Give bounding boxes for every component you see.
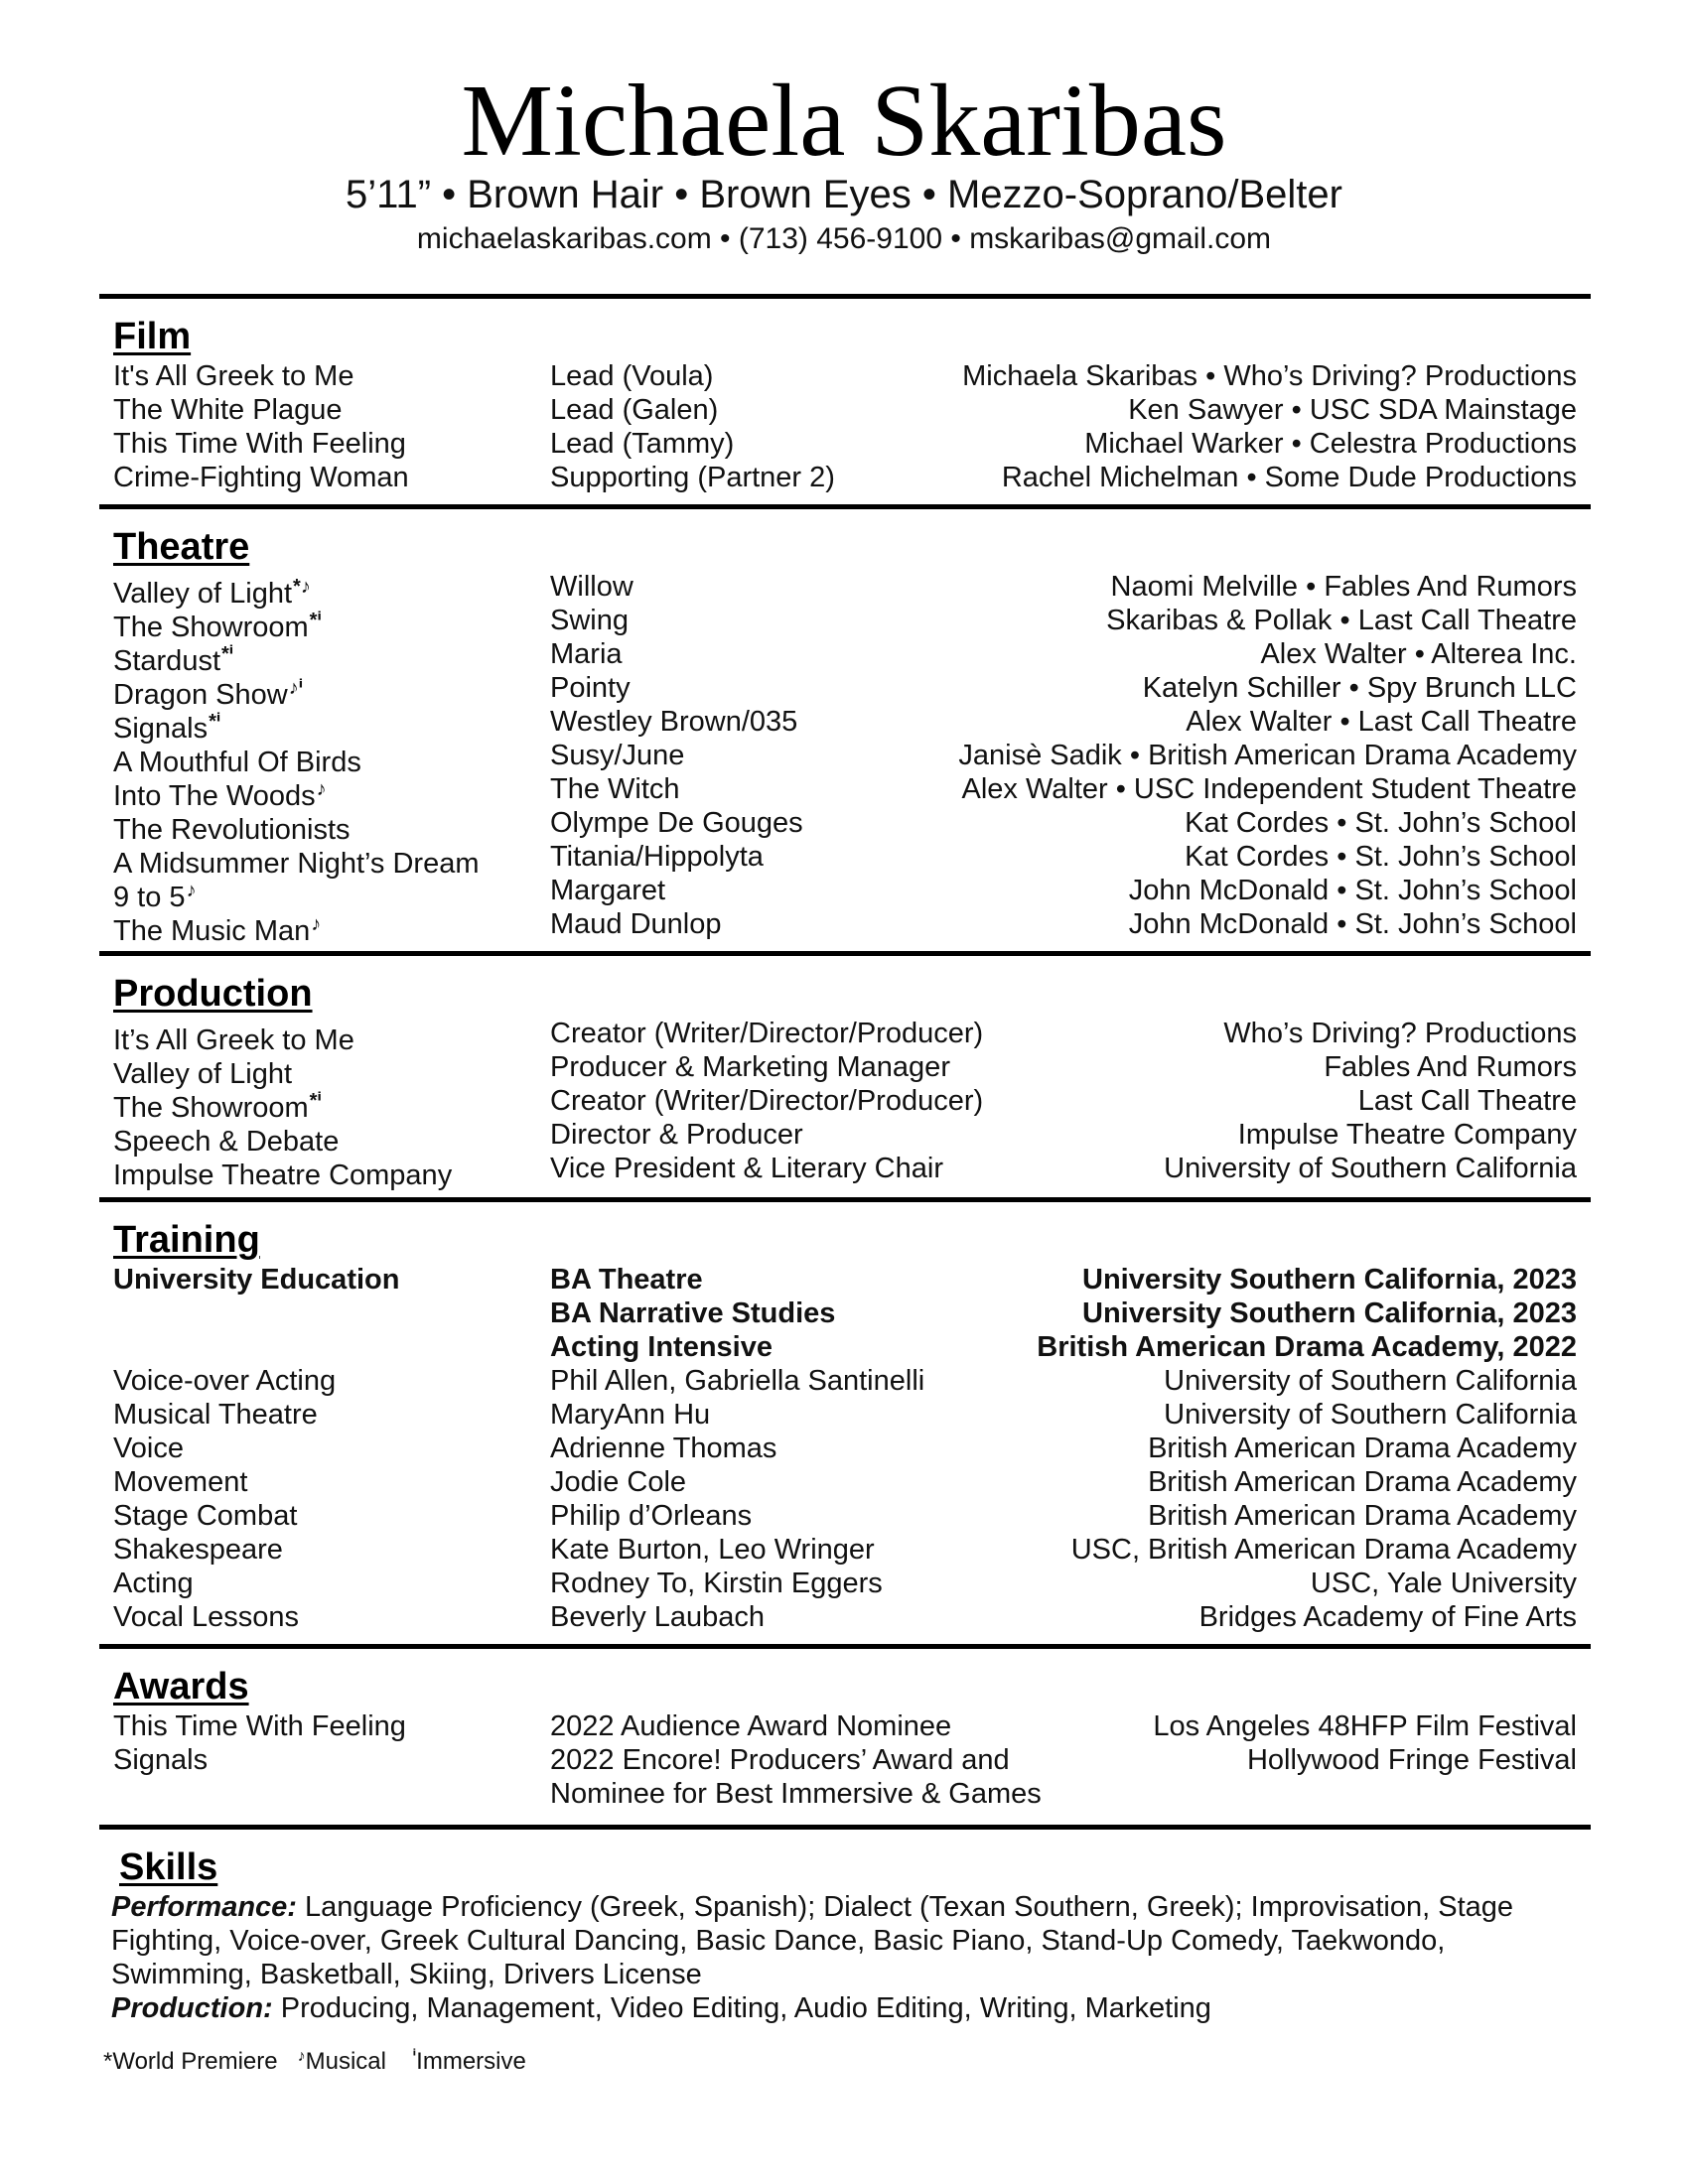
award-row — [113, 1709, 1577, 1743]
discipline: Vocal Lessons — [113, 1601, 300, 1633]
credit-row — [113, 1118, 1577, 1158]
divider — [99, 1825, 1591, 1830]
role: Creator (Writer/Director/Producer) — [550, 1085, 984, 1117]
institution: British American Drama Academy — [1148, 1466, 1577, 1498]
legend-marks: *ⁱ — [309, 1090, 322, 1112]
award: 2022 Audience Award Nominee — [550, 1710, 952, 1742]
work-title: Valley of Light*♪ — [113, 576, 311, 610]
degree: BA Narrative Studies — [550, 1297, 836, 1329]
credit: Kat Cordes • St. John’s School — [1185, 807, 1577, 839]
theatre-section — [113, 526, 1577, 947]
work-title: The Showroom$^{*^i}$ — [113, 1090, 322, 1124]
musical-note-icon: ♪ — [297, 2048, 306, 2065]
performance-skills: Performance: Language Proficiency (Greek, Spanish); Dialect (Texan Southern, Greek); Improvisation, Stage Fighting, Voice-over, Greek Cultural Dancing, Basic Dance, Basic Piano, Stand-Up Comedy, Taekwondo, Swimming, Basketball, Skiing, Drivers License — [111, 1891, 1514, 1990]
discipline: Movement — [113, 1466, 248, 1498]
skills-label: Performance: — [111, 1891, 297, 1923]
discipline: Shakespeare — [113, 1534, 283, 1566]
credit-row — [113, 806, 1577, 846]
institution: USC, British American Drama Academy — [1070, 1534, 1577, 1566]
immersive-mark: ⁱ — [412, 2048, 417, 2065]
work-title: It's All Greek to Me — [113, 360, 354, 392]
role: Pointy — [550, 672, 631, 704]
credit: Katelyn Schiller • Spy Brunch LLC — [1142, 672, 1577, 704]
credit: University of Southern California — [1164, 1153, 1577, 1184]
instructor: Phil Allen, Gabriella Santinelli — [550, 1365, 925, 1397]
discipline: Acting — [113, 1568, 194, 1599]
divider — [99, 1197, 1591, 1202]
legend-marks: ♪ — [186, 880, 197, 901]
work-title: Into The Woods♪ — [113, 778, 327, 812]
divider — [99, 504, 1591, 509]
institution: University Southern California, 2023 — [1082, 1297, 1577, 1329]
role: Titania/Hippolyta — [550, 841, 764, 873]
credit: Alex Walter • USC Independent Student Theatre — [961, 773, 1577, 805]
legend-marks: ♪ — [316, 778, 327, 800]
credit: Naomi Melville • Fables And Rumors — [1110, 571, 1577, 603]
section-title: Training — [113, 1219, 260, 1261]
institution: University Southern California, 2023 — [1082, 1264, 1577, 1296]
divider — [99, 294, 1591, 299]
instructor: Rodney To, Kirstin Eggers — [550, 1568, 883, 1599]
institution: British American Drama Academy — [1148, 1433, 1577, 1464]
premiere-label: World Premiere — [112, 2048, 278, 2075]
credit-row — [113, 1017, 1577, 1056]
discipline: Musical Theatre — [113, 1399, 318, 1431]
education-row — [113, 1330, 1577, 1364]
role: Producer & Marketing Manager — [550, 1051, 950, 1083]
work-title: The White Plague — [113, 394, 343, 426]
immersive-label: Immersive — [416, 2048, 526, 2075]
training-row — [113, 1398, 1577, 1432]
credit: Fables And Rumors — [1324, 1051, 1577, 1083]
work-title: Signals$^{*^i}$ — [113, 711, 221, 745]
work-title: A Midsummer Night’s Dream — [113, 848, 480, 880]
credit-row — [113, 739, 1577, 778]
degree: Acting Intensive — [550, 1331, 773, 1363]
credit: Alex Walter • Alterea Inc. — [1260, 638, 1577, 670]
work-title: This Time With Feeling — [113, 428, 406, 460]
role: The Witch — [550, 773, 680, 805]
section-title: Theatre — [113, 526, 250, 568]
credit-row — [113, 671, 1577, 711]
instructor: Adrienne Thomas — [550, 1433, 777, 1464]
role: Lead (Tammy) — [550, 428, 735, 460]
credit-row — [113, 1152, 1577, 1191]
divider — [99, 951, 1591, 956]
work-title: Crime-Fighting Woman — [113, 462, 409, 493]
work-title: The Music Man♪ — [113, 913, 322, 947]
discipline: Stage Combat — [113, 1500, 298, 1532]
education-row — [113, 1263, 1577, 1297]
credit-row — [113, 393, 1577, 427]
skills-label: Production: — [111, 1992, 273, 2024]
training-row — [113, 1533, 1577, 1567]
work-title: Speech & Debate — [113, 1126, 340, 1158]
section-title: Film — [113, 316, 192, 357]
credit-row — [113, 427, 1577, 461]
instructor: Jodie Cole — [550, 1466, 687, 1498]
credit: Impulse Theatre Company — [1237, 1119, 1577, 1151]
work-title: The Showroom$^{*^i}$ — [113, 610, 322, 643]
credit-row — [113, 705, 1577, 745]
training-row — [113, 1465, 1577, 1499]
institution: Bridges Academy of Fine Arts — [1198, 1601, 1577, 1633]
work-title: Dragon Show$^{♪^i}$ — [113, 677, 304, 711]
credit: Last Call Theatre — [1357, 1085, 1577, 1117]
legend-marks: ♪ⁱ — [288, 677, 304, 699]
credit-row — [113, 461, 1577, 494]
role: Director & Producer — [550, 1119, 803, 1151]
training-section — [113, 1221, 1577, 1634]
instructor: Kate Burton, Leo Wringer — [550, 1534, 875, 1566]
role: Maria — [550, 638, 623, 670]
credit-row — [113, 637, 1577, 677]
credit: John McDonald • St. John’s School — [1128, 908, 1577, 940]
institution: British American Drama Academy, 2022 — [1037, 1331, 1577, 1363]
credit-row — [113, 907, 1577, 947]
production-section — [113, 973, 1577, 1191]
training-row — [113, 1499, 1577, 1533]
training-row — [113, 1432, 1577, 1465]
work-title: It’s All Greek to Me — [113, 1024, 354, 1056]
legend-marks: *ⁱ — [209, 711, 221, 733]
instructor: Philip d’Orleans — [550, 1500, 753, 1532]
work-title: Impulse Theatre Company — [113, 1160, 453, 1191]
legend-marks: *ⁱ — [221, 643, 234, 665]
role: Margaret — [550, 875, 666, 906]
institution: USC, Yale University — [1310, 1568, 1577, 1599]
credit-row — [113, 604, 1577, 643]
credit-row — [113, 874, 1577, 913]
award-row — [113, 1777, 1577, 1811]
work-title: Signals — [113, 1744, 209, 1776]
film-section — [113, 318, 1577, 494]
credit: Michael Warker • Celestra Productions — [1084, 428, 1577, 460]
work-title: A Mouthful Of Birds — [113, 747, 361, 778]
legend — [103, 2042, 526, 2077]
role: Maud Dunlop — [550, 908, 722, 940]
role: Lead (Galen) — [550, 394, 719, 426]
credit: Skaribas & Pollak • Last Call Theatre — [1106, 605, 1577, 636]
award-row — [113, 1743, 1577, 1777]
musical-label: Musical — [305, 2048, 386, 2075]
credit: Janisè Sadik • British American Drama Academy — [958, 740, 1577, 771]
institution: University of Southern California — [1164, 1365, 1577, 1397]
contact-line: michaelaskaribas.com • (713) 456-9100 • mskaribas@gmail.com — [416, 222, 1272, 255]
role: Willow — [550, 571, 633, 603]
credit-row — [113, 1084, 1577, 1124]
credit-row — [113, 359, 1577, 393]
institution: British American Drama Academy — [1148, 1500, 1577, 1532]
credit: Who’s Driving? Productions — [1223, 1018, 1577, 1049]
role: Vice President & Literary Chair — [550, 1153, 943, 1184]
festival: Los Angeles 48HFP Film Festival — [1153, 1710, 1577, 1742]
discipline: Voice — [113, 1433, 184, 1464]
role: Susy/June — [550, 740, 685, 771]
discipline: Voice-over Acting — [113, 1365, 337, 1397]
divider — [99, 1644, 1591, 1649]
training-row — [113, 1567, 1577, 1600]
training-row — [113, 1364, 1577, 1398]
festival: Hollywood Fringe Festival — [1246, 1744, 1577, 1776]
legend-marks: ♪ — [311, 913, 322, 935]
work-title: Stardust$^{*^i}$ — [113, 643, 234, 677]
credit-row — [113, 772, 1577, 812]
credit: Kat Cordes • St. John’s School — [1185, 841, 1577, 873]
credit-row — [113, 1050, 1577, 1090]
section-title: Skills — [119, 1846, 218, 1888]
legend-marks: *ⁱ — [309, 610, 322, 631]
credit: Rachel Michelman • Some Dude Productions — [1001, 462, 1577, 493]
work-title: 9 to 5♪ — [113, 880, 197, 913]
training-row — [113, 1600, 1577, 1634]
instructor: Beverly Laubach — [550, 1601, 766, 1633]
role: Olympe De Gouges — [550, 807, 803, 839]
role: Creator (Writer/Director/Producer) — [550, 1018, 984, 1049]
credit-row — [113, 570, 1577, 610]
role: Lead (Voula) — [550, 360, 714, 392]
role: Supporting (Partner 2) — [550, 462, 835, 493]
credit: Ken Sawyer • USC SDA Mainstage — [1128, 394, 1577, 426]
education-row — [113, 1297, 1577, 1330]
skills-section — [119, 1848, 1583, 1890]
skills-text — [111, 1890, 1575, 2025]
premiere-mark: * — [103, 2048, 113, 2075]
work-title: This Time With Feeling — [113, 1710, 406, 1742]
legend-marks: *♪ — [293, 576, 311, 598]
role: Swing — [550, 605, 629, 636]
credit-row — [113, 840, 1577, 880]
section-title: Production — [113, 973, 313, 1015]
role: Westley Brown/035 — [550, 706, 798, 738]
award: Nominee for Best Immersive & Games — [550, 1778, 1042, 1810]
physical-stats: 5’11” • Brown Hair • Brown Eyes • Mezzo-Soprano/Belter — [346, 173, 1342, 216]
work-title: Valley of Light — [113, 1058, 293, 1090]
instructor: MaryAnn Hu — [550, 1399, 711, 1431]
resume-name: Michaela Skaribas — [461, 64, 1227, 178]
credit: Michaela Skaribas • Who’s Driving? Productions — [962, 360, 1577, 392]
section-title: Awards — [113, 1666, 249, 1707]
education-label: University Education — [113, 1264, 400, 1296]
award: 2022 Encore! Producers’ Award and — [550, 1744, 1010, 1776]
awards-section — [113, 1668, 1577, 1811]
credit: Alex Walter • Last Call Theatre — [1186, 706, 1577, 738]
credit: John McDonald • St. John’s School — [1128, 875, 1577, 906]
work-title: The Revolutionists — [113, 814, 351, 846]
degree: BA Theatre — [550, 1264, 703, 1296]
production-skills: Production: Producing, Management, Video Editing, Audio Editing, Writing, Marketing — [111, 1992, 1211, 2024]
institution: University of Southern California — [1164, 1399, 1577, 1431]
